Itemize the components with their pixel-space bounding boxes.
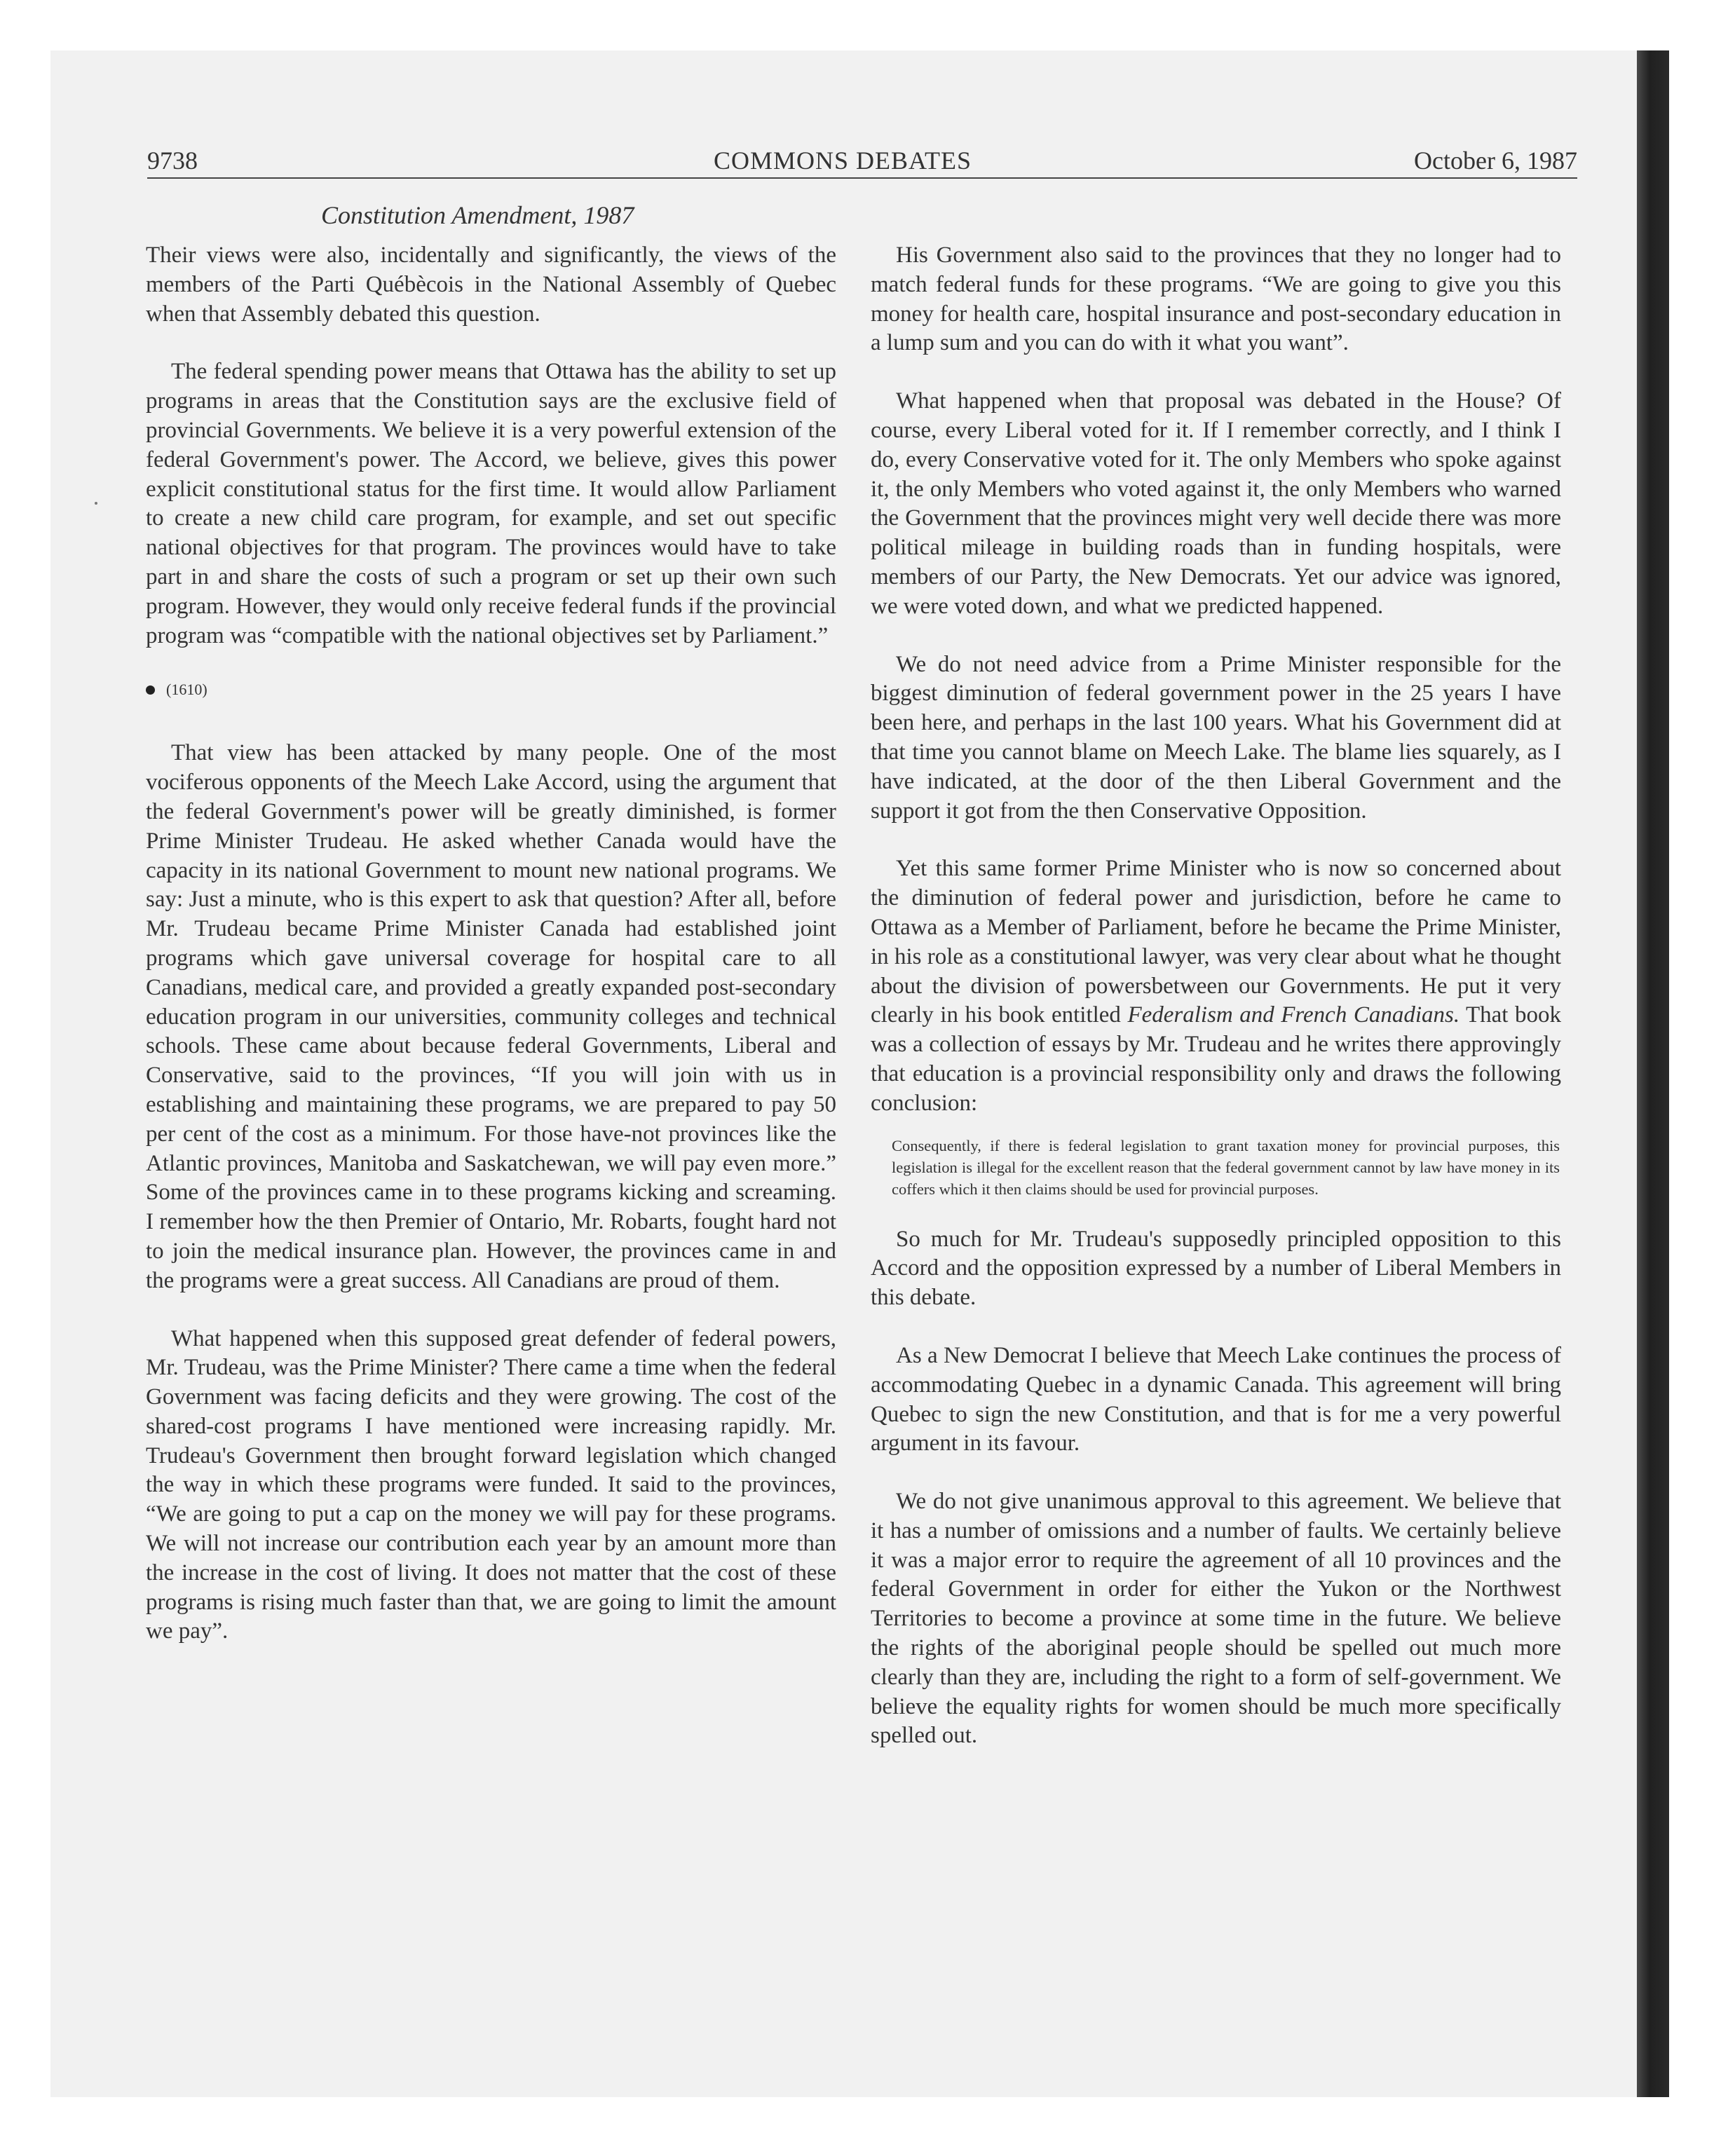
paragraph: Their views were also, incidentally and significantly, the views of the members of the Parti Québècois in the National Assembly of Quebec when that Assembly debated this question.: [146, 243, 836, 327]
right-column: [871, 241, 1561, 1780]
paragraph: We do not need advice from a Prime Minister responsible for the biggest diminution of federal government power in the 25 years I have been here, and perhaps in the last 100 years. What his Government did at that time you cannot blame on Meech Lake. The blame lies squarely, as I have indicated, at the door of the then Liberal Government and the support it got from the then Conservative Opposition.: [871, 651, 1561, 824]
header-rule: [147, 177, 1577, 179]
paragraph: As a New Democrat I believe that Meech Lake continues the process of accommodating Quebec in a dynamic Canada. This agreement will bring Quebec to sign the new Constitution, and that is for me a very powerful argument in its favour.: [871, 1342, 1561, 1456]
paragraph: That view has been attacked by many people. One of the most vociferous opponents of the Meech Lake Accord, using the argument that the federal Government's power will be greatly diminished, is former Prime Minister Trudeau. He asked whether Canada would have the capacity in its national Government to mount new national programs. We say: Just a minute, who is this expert to ask that question? After all, before Mr. Trudeau became Prime Minister Canada had established joint programs which gave universal coverage for hospital care to all Canadians, medical care, and provided a greatly expanded post-secondary education program in our universities, community colleges and technical schools. These came about because federal Governments, Liberal and Conservative, said to the provinces, “If you will join with us in establishing and maintaining these programs, we are prepared to pay 50 per cent of the cost as a minimum. For those have-not provinces like the Atlantic provinces, Manitoba and Saskatchewan, we will pay even more.” Some of the provinces came in to these programs kicking and screaming. I remember how the then Premier of Ontario, Mr. Robarts, fought hard not to join the medical insurance plan. However, the provinces came in and the programs were a great success. All Canadians are proud of them.: [146, 740, 836, 1293]
paragraph: His Government also said to the provinces that they no longer had to match federal funds for these programs. “We are going to give you this money for health care, hospital insurance and post-secondary education in a lump sum and you can do with it what you want”.: [871, 243, 1561, 356]
book-title: Federalism and French Canadians.: [1127, 1002, 1460, 1028]
paragraph: [871, 854, 1561, 1118]
page-date: October 6, 1987: [1414, 146, 1577, 175]
paragraph: We do not give unanimous approval to this agreement. We believe that it has a number of omissions and a number of faults. We certainly believe it was a major error to require the agreement of all 10 provinces and the federal Government in order for either the Yukon or the Northwest Territories to become a province at some time in the future. We believe the rights of the aboriginal people should be spelled out much more clearly than they are, including the right to a form of self-government. We believe the equality rights for women should be much more specifically spelled out.: [871, 1489, 1561, 1749]
time-marker-label: (1610): [166, 681, 207, 699]
paragraph-text: Yet this same former Prime Minister who is now so concerned about the diminution of federal power and jurisdiction, before he came to Ottawa as a Member of Parliament, before he became the Prime Minister, in his role as a constitutional lawyer, was very clear about what he thought about the division of powersbetween our Governments. He put it very clearly in his book entitled: [871, 856, 1561, 1028]
left-column: [146, 241, 836, 1675]
paragraph-text: That book was a collection of essays by Mr. Trudeau and he writes there approvingly that education is a provincial responsibility only and draws the following conclusion:: [871, 1002, 1561, 1116]
bullet-icon: [146, 685, 155, 695]
paragraph: What happened when that proposal was debated in the House? Of course, every Liberal voted for it. If I remember correctly, and I think I do, every Conservative voted for it. The only Members who spoke against it, the only Members who voted against it, the only Members who warned the Government that the provinces might very well decide there was more political mileage in building roads than in funding hospitals, were members of our Party, the New Democrats. Yet our advice was ignored, we were voted down, and what we predicted happened.: [871, 388, 1561, 619]
page-number: 9738: [147, 146, 198, 175]
stray-ink-mark: [95, 502, 97, 505]
paragraph: The federal spending power means that Ottawa has the ability to set up programs in areas that the Constitution says are the exclusive field of provincial Governments. We believe it is a very powerful extension of the federal Government's power. The Accord, we believe, gives this power explicit constitutional status for the first time. It would allow Parliament to create a new child care program, for example, and set out specific national objectives for that program. The provinces would have to take part in and share the costs of such a program or set up their own such program. However, they would only receive federal funds if the provincial program was “compatible with the national objectives set by Parliament.”: [146, 359, 836, 648]
block-quote: Consequently, if there is federal legislation to grant taxation money for provincial purposes, this legislation is illegal for the excellent reason that the federal government cannot by law have money in its coffers which it then claims should be used for provincial purposes.: [892, 1136, 1560, 1198]
time-marker: [146, 679, 836, 700]
paragraph: So much for Mr. Trudeau's supposedly principled opposition to this Accord and the opposition expressed by a number of Liberal Members in this debate.: [871, 1226, 1561, 1311]
journal-title: COMMONS DEBATES: [714, 146, 972, 175]
scan-edge-shadow: [1637, 50, 1669, 2097]
section-title: Constitution Amendment, 1987: [321, 201, 634, 229]
paragraph: What happened when this supposed great defender of federal powers, Mr. Trudeau, was the Prime Minister? There came a time when the federal Government was facing deficits and they were growing. The cost of the shared-cost programs I have mentioned were increasing rapidly. Mr. Trudeau's Government then brought forward legislation which changed the way in which these programs were funded. It said to the provinces, “We are going to put a cap on the money we will pay for these programs. We will not increase our contribution each year by an amount more than the increase in the cost of living. It does not matter that the cost of these programs is rising much faster than that, we are going to limit the amount we pay”.: [146, 1325, 836, 1644]
